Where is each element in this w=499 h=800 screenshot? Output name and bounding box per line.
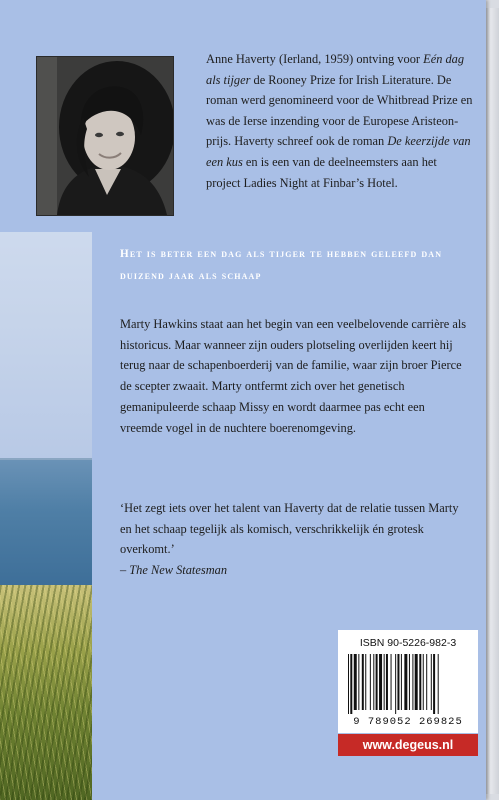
bio-text-1: Anne Haverty (Ierland, 1959) ontving voor xyxy=(206,52,424,66)
barcode-box xyxy=(338,630,478,733)
barcode-bar xyxy=(386,654,388,710)
other-book-title: De keerzijde van een kus xyxy=(206,134,471,169)
barcode-bar xyxy=(438,654,439,714)
barcode-bar xyxy=(419,654,421,710)
publisher-url[interactable]: www.degeus.nl xyxy=(338,734,478,756)
barcode-bar xyxy=(376,654,378,710)
tagline: Het is beter een dag als tijger te hebben geleefd dan duizend jaar als schaap xyxy=(120,248,443,282)
barcode-bar xyxy=(409,654,410,710)
barcode-bar xyxy=(401,654,402,710)
barcode-bar xyxy=(358,654,359,710)
barcode-bar xyxy=(431,654,432,710)
barcode-bar xyxy=(433,654,435,714)
barcode-bar xyxy=(362,654,364,710)
barcode-image xyxy=(346,654,470,714)
quote-text: ‘Het zegt iets over het talent van Haverty dat de relatie tussen Marty en het schaap tegelijk als komisch, verschrikkelijk én grotesk overkomt.’ xyxy=(120,501,459,557)
author-photo xyxy=(36,56,174,216)
barcode-bar xyxy=(426,654,427,710)
barcode-bar xyxy=(370,654,371,710)
quote-source: – The New Statesman xyxy=(120,563,228,578)
barcode-bar xyxy=(412,654,413,710)
sea-photo xyxy=(0,458,94,588)
barcode-bar xyxy=(348,654,349,714)
synopsis: Marty Hawkins staat aan het begin van een veelbelovende carrière als historicus. Maar wanneer zijn ouders plotseling overlijden keert hij terug naar de schapenboerderij van de familie, waar zijn broer Pierce de scepter zwaait. Marty ontfermt zich over het genetisch gemanipuleerde schaap Missy en wordt daarmee pas echt een vreemde vogel in de nuchtere boerenomgeving. xyxy=(120,317,467,435)
grass-photo xyxy=(0,585,96,800)
ean-number: 9 789052 269825 xyxy=(353,716,463,728)
barcode-bar xyxy=(391,654,392,710)
barcode-bar xyxy=(373,654,374,710)
barcode-bar xyxy=(354,654,357,710)
page-edge xyxy=(485,8,499,794)
bio-text-2: de Rooney Prize for Irish Literature. De roman werd genomineerd voor de Whitbread Prize en was de Ierse inzending voor de Europese Aristeon-prijs. Haverty schreef ook de roman xyxy=(206,72,473,149)
barcode-bar xyxy=(384,654,385,710)
barcode-bar xyxy=(365,654,366,710)
barcode-bar xyxy=(423,654,424,710)
barcode-bar xyxy=(395,654,396,714)
barcode-bar xyxy=(415,654,418,710)
barcode-bar xyxy=(397,654,399,710)
barcode-bar xyxy=(350,654,352,714)
author-bio xyxy=(206,49,474,193)
bio-text-3: en is een van de deelneemsters aan het project Ladies Night at Finbar’s Hotel. xyxy=(206,154,437,190)
book-title: Eén dag als tijger xyxy=(206,52,465,87)
horizon-line xyxy=(0,458,94,460)
barcode-bar xyxy=(404,654,407,710)
barcode-bar xyxy=(379,654,382,710)
isbn-label: ISBN 90-5226-982-3 xyxy=(359,637,457,649)
review-quote xyxy=(120,498,470,581)
